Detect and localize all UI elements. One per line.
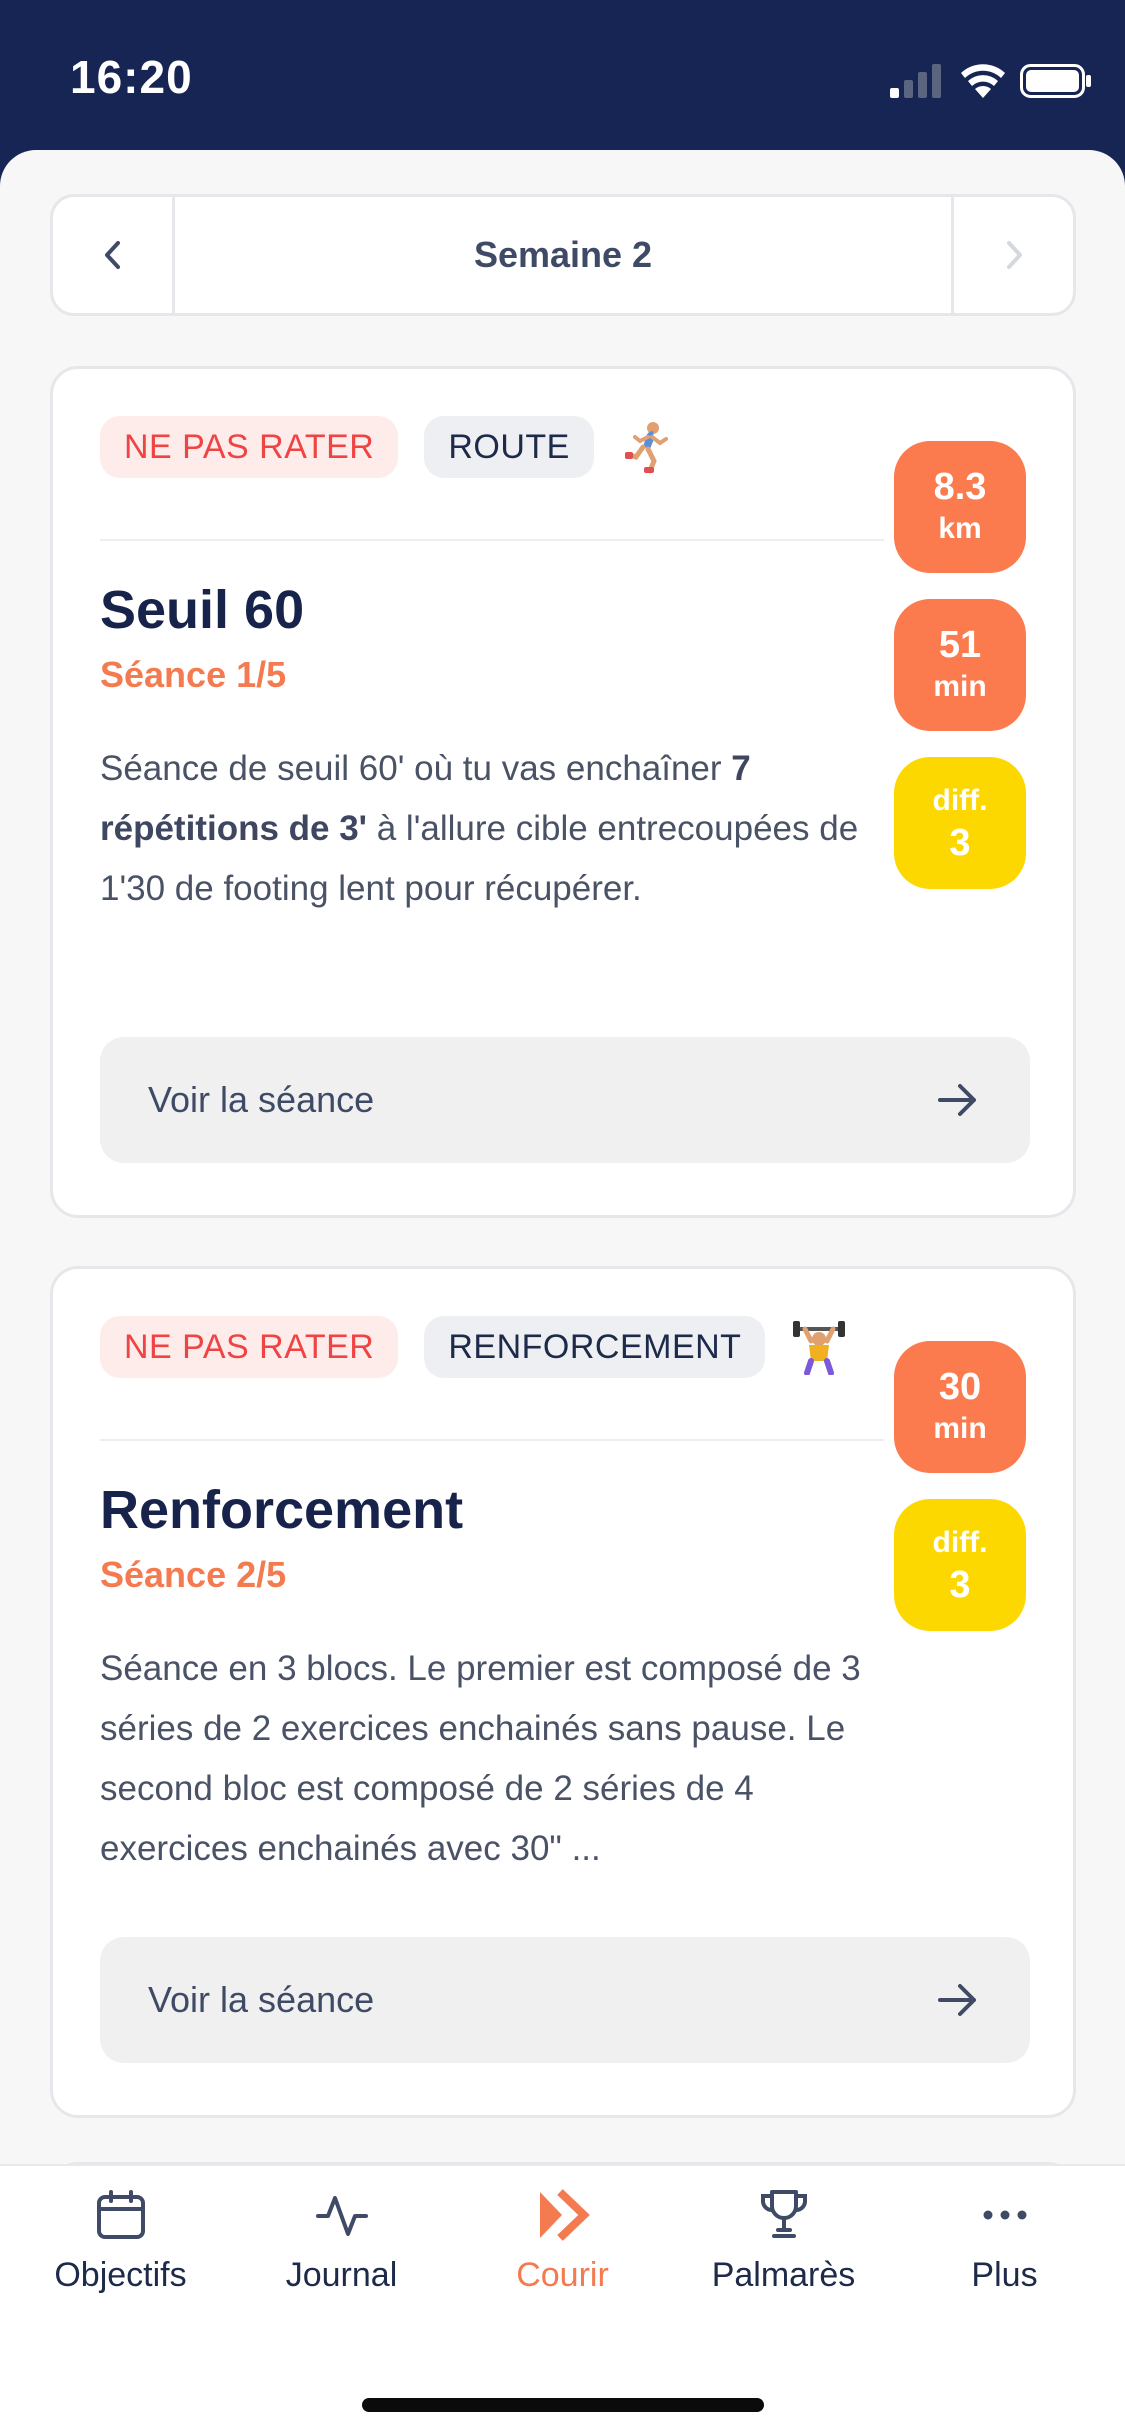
trophy-icon <box>757 2188 811 2242</box>
divider <box>100 539 884 541</box>
tab-bar <box>0 2164 1125 2436</box>
session-number: Séance 2/5 <box>100 1554 287 1595</box>
activity-icon <box>315 2188 369 2242</box>
priority-tag: NE PAS RATER <box>100 1316 398 1378</box>
distance-badge: 8.3 km <box>894 441 1026 573</box>
duration-badge: 30 min <box>894 1341 1026 1473</box>
tab-courir[interactable]: Courir <box>463 2188 663 2295</box>
chevron-right-icon <box>1003 239 1025 271</box>
home-indicator <box>362 2398 764 2412</box>
arrow-right-icon <box>934 1080 982 1120</box>
runner-icon <box>620 419 676 475</box>
session-number: Séance 1/5 <box>100 654 287 695</box>
duration-badge: 51 min <box>894 599 1026 731</box>
view-session-button[interactable] <box>100 1037 1030 1163</box>
session-tags <box>100 1316 847 1378</box>
status-time: 16:20 <box>70 51 193 103</box>
battery-icon <box>1020 64 1092 98</box>
type-tag: ROUTE <box>424 416 594 478</box>
week-label: Semaine 2 <box>473 234 653 275</box>
session-card <box>50 1266 1076 2118</box>
difficulty-badge: diff. 3 <box>894 1499 1026 1631</box>
view-session-label: Voir la séance <box>148 1979 375 2020</box>
calendar-icon <box>94 2188 148 2242</box>
chevron-left-icon <box>102 239 124 271</box>
session-title: Renforcement <box>100 1480 464 1540</box>
session-description: Séance de seuil 60' où tu vas enchaîner 7 répétitions de 3' à l'allure cible entrecoupées de 1'30 de footing lent pour récupérer. <box>100 749 859 908</box>
more-icon <box>978 2188 1032 2242</box>
session-card <box>50 366 1076 1218</box>
type-tag: RENFORCEMENT <box>424 1316 765 1378</box>
week-selector <box>50 194 1076 316</box>
difficulty-badge: diff. 3 <box>894 757 1026 889</box>
session-title: Seuil 60 <box>100 580 305 640</box>
priority-tag: NE PAS RATER <box>100 416 398 478</box>
session-stats <box>894 1341 1026 1631</box>
status-bar <box>0 0 1125 150</box>
view-session-button[interactable] <box>100 1937 1030 2063</box>
tab-objectifs[interactable]: Objectifs <box>21 2188 221 2295</box>
view-session-label: Voir la séance <box>148 1079 375 1120</box>
next-week-button[interactable] <box>951 197 1073 313</box>
tab-plus[interactable]: Plus <box>905 2188 1105 2295</box>
main-sheet <box>0 150 1125 2436</box>
previous-week-button[interactable] <box>53 197 175 313</box>
tab-journal[interactable]: Journal <box>242 2188 442 2295</box>
double-chevron-icon <box>536 2188 590 2242</box>
session-description: Séance en 3 blocs. Le premier est composé de 3 séries de 2 exercices enchainés sans pause. Le second bloc est composé de 2 séries de 4 exercices enchainés avec 30" ... <box>100 1649 861 1868</box>
cellular-signal-icon <box>890 62 942 98</box>
wifi-icon <box>958 60 1008 100</box>
tab-palmares[interactable]: Palmarès <box>684 2188 884 2295</box>
session-tags <box>100 416 676 478</box>
divider <box>100 1439 884 1441</box>
weightlifter-icon <box>791 1319 847 1375</box>
arrow-right-icon <box>934 1980 982 2020</box>
session-stats <box>894 441 1026 889</box>
